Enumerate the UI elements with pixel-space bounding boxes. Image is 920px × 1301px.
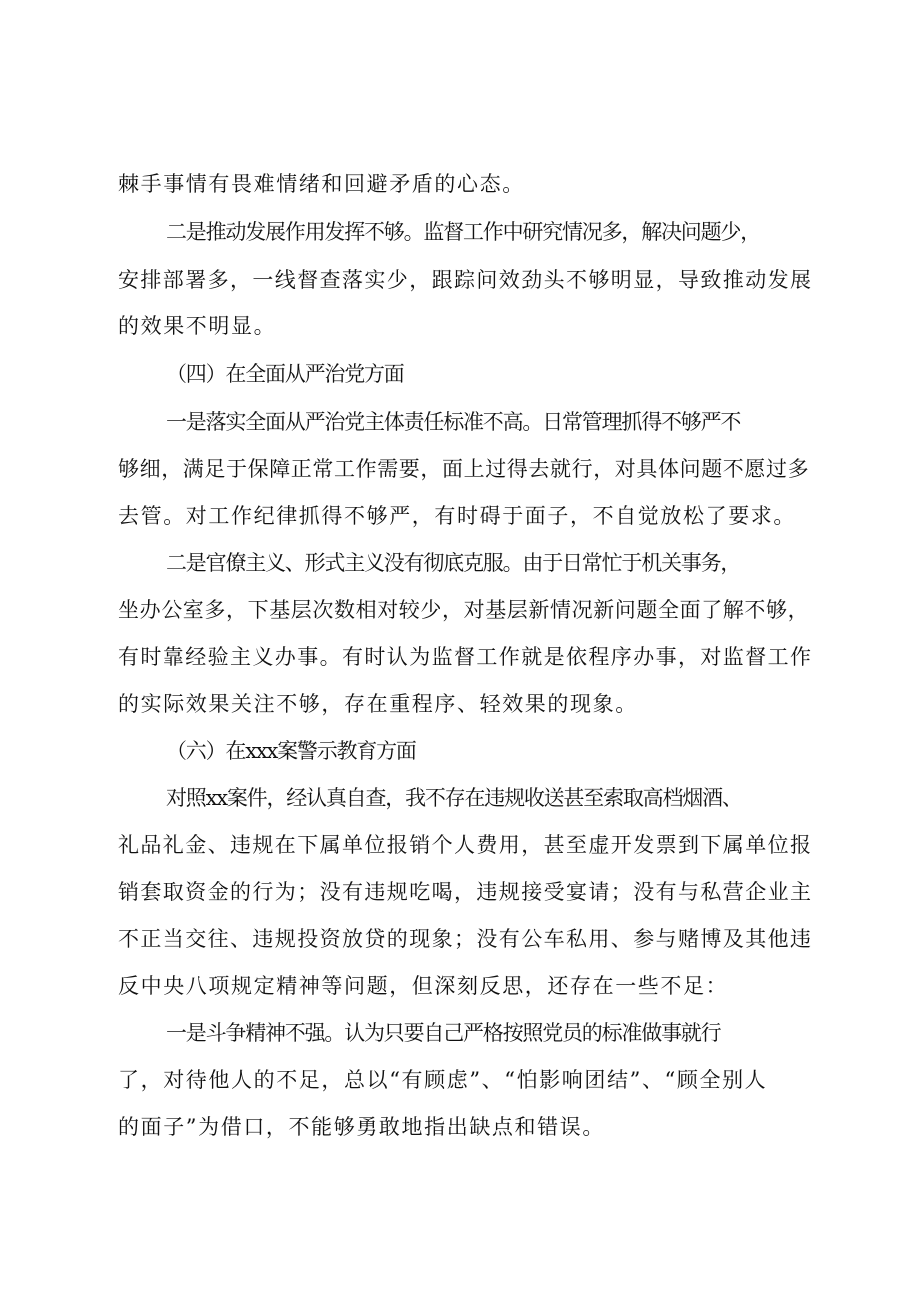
paragraph-first-line: 一是落实全面从严治党主体责任标准不高。日常管理抓得不够严不 xyxy=(166,410,741,434)
text-line: 了，对待他人的不足，总以“有顾虑”、“怕影响团结”、“顾全别人 xyxy=(118,1068,768,1092)
text-line: 坐办公室多，下基层次数相对较少，对基层新情况新问题全面了解不够， xyxy=(118,598,810,622)
text-line: 有时靠经验主义办事。有时认为监督工作就是依程序办事，对监督工作 xyxy=(118,645,813,669)
text-line: 销套取资金的行为；没有违规吃喝，违规接受宴请；没有与私营企业主 xyxy=(118,880,813,904)
text-line: 不正当交往、违规投资放贷的现象；没有公车私用、参与赌博及其他违 xyxy=(118,927,813,951)
text-line: 的面子”为借口，不能够勇敢地指出缺点和错误。 xyxy=(118,1115,605,1139)
section-heading: （六）在xxx案警示教育方面 xyxy=(166,739,416,763)
paragraph-first-line: 二是推动发展作用发挥不够。监督工作中研究情况多，解决问题少， xyxy=(166,220,760,244)
text-line: 安排部署多，一线督查落实少，跟踪问效劲头不够明显，导致推动发展 xyxy=(118,268,813,292)
paragraph-first-line: 一是斗争精神不强。认为只要自己严格按照党员的标准做事就行 xyxy=(166,1021,721,1045)
text-line: 反中央八项规定精神等问题，但深刻反思，还存在一些不足： xyxy=(118,974,729,998)
paragraph-first-line: 对照xx案件，经认真自查，我不存在违规收送甚至索取高档烟酒、 xyxy=(166,786,742,810)
section-heading: （四）在全面从严治党方面 xyxy=(166,362,404,386)
text-line: 够细，满足于保障正常工作需要，面上过得去就行，对具体问题不愿过多 xyxy=(118,457,810,481)
text-line: 去管。对工作纪律抓得不够严，有时碍于面子，不自觉放松了要求。 xyxy=(118,504,796,528)
text-line: 的效果不明显。 xyxy=(118,314,277,338)
text-line: 棘手事情有畏难情绪和回避矛盾的心态。 xyxy=(118,172,525,196)
text-line: 的实际效果关注不够，存在重程序、轻效果的现象。 xyxy=(118,692,638,716)
text-line: 礼品礼金、违规在下属单位报销个人费用，甚至虚开发票到下属单位报 xyxy=(118,833,813,857)
paragraph-first-line: 二是官僚主义、形式主义没有彻底克服。由于日常忙于机关事务， xyxy=(166,551,741,575)
